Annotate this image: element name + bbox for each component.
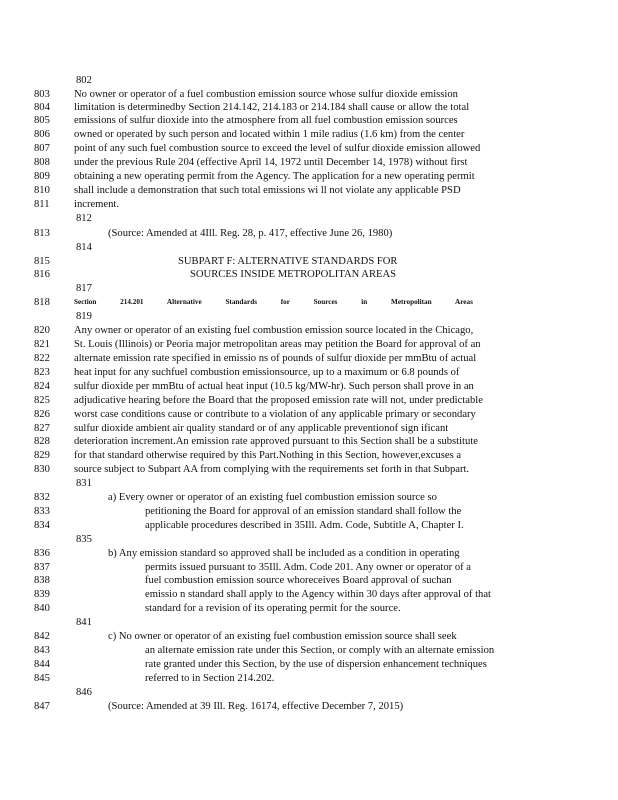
line-number: 843 xyxy=(34,645,50,656)
line-number: 822 xyxy=(34,353,50,364)
line-number: 813 xyxy=(34,228,50,239)
interstitial-line-number: 812 xyxy=(76,213,92,224)
body-text-line: limitation is determinedby Section 214.142, 214.183 or 214.184 shall cause or allow the total xyxy=(74,102,470,113)
interstitial-line-number: 835 xyxy=(76,534,92,545)
line-number: 811 xyxy=(34,199,50,210)
interstitial-line-number: 831 xyxy=(76,478,92,489)
list-item-text: b) Any emission standard so approved shall be included as a condition in operating xyxy=(108,548,460,559)
list-item-text: applicable procedures described in 35Ill. Adm. Code, Subtitle A, Chapter I. xyxy=(145,520,464,531)
body-text-line: Any owner or operator of an existing fuel combustion emission source located in the Chicago, xyxy=(74,325,474,336)
list-item-text: an alternate emission rate under this Section, or comply with an alternate emission xyxy=(145,645,495,656)
line-number: 823 xyxy=(34,367,50,378)
subpart-heading: SUBPART F: ALTERNATIVE STANDARDS FOR xyxy=(178,256,398,267)
line-number: 827 xyxy=(34,423,50,434)
line-number: 836 xyxy=(34,548,50,559)
line-number: 806 xyxy=(34,129,50,140)
list-item-text: permits issued pursuant to 35Ill. Adm. Code 201. Any owner or operator of a xyxy=(145,562,472,573)
line-number: 842 xyxy=(34,631,50,642)
body-text-line: increment. xyxy=(74,199,120,210)
line-number: 828 xyxy=(34,436,50,447)
list-item-text: petitioning the Board for approval of an emission standard shall follow the xyxy=(145,506,462,517)
body-text-line: under the previous Rule 204 (effective April 14, 1972 until December 14, 1978) without first xyxy=(74,157,468,168)
line-number: 840 xyxy=(34,603,50,614)
body-text-line: for that standard otherwise required by this Part.Nothing in this Section, however,excuses a xyxy=(74,450,462,461)
line-number: 825 xyxy=(34,395,50,406)
list-item-text: c) No owner or operator of an existing fuel combustion emission source shall seek xyxy=(108,631,457,642)
line-number: 824 xyxy=(34,381,50,392)
subpart-heading: SOURCES INSIDE METROPOLITAN AREAS xyxy=(190,269,397,280)
body-text-line: obtaining a new operating permit from the Agency. The application for a new operating permit xyxy=(74,171,475,182)
interstitial-line-number: 814 xyxy=(76,242,92,253)
line-number: 815 xyxy=(34,256,50,267)
body-text-line: sulfur dioxide ambient air quality standard or of any applicable preventionof sign ificant xyxy=(74,423,449,434)
line-number: 810 xyxy=(34,185,50,196)
line-number: 845 xyxy=(34,673,50,684)
line-number: 832 xyxy=(34,492,50,503)
line-number: 818 xyxy=(34,297,50,308)
list-item-text: standard for a revision of its operating permit for the source. xyxy=(145,603,401,614)
line-number: 834 xyxy=(34,520,50,531)
body-text-line: heat input for any suchfuel combustion emissionsource, up to a maximum or 6.8 pounds of xyxy=(74,367,460,378)
body-text-line: worst case conditions cause or contribute to a violation of any applicable primary or secondary xyxy=(74,409,476,420)
list-item-text: fuel combustion emission source whoreceives Board approval of suchan xyxy=(145,575,452,586)
body-text-line: St. Louis (Illinois) or Peoria major metropolitan areas may petition the Board for approval of an xyxy=(74,339,481,350)
body-text-line: adjudicative hearing before the Board that the proposed emission rate will not, under predictable xyxy=(74,395,483,406)
body-text-line: alternate emission rate specified in emissio ns of pounds of sulfur dioxide per mmBtu of actual xyxy=(74,353,477,364)
line-number: 816 xyxy=(34,269,50,280)
interstitial-line-number: 817 xyxy=(76,283,92,294)
line-number: 803 xyxy=(34,89,50,100)
line-number: 829 xyxy=(34,450,50,461)
line-number: 808 xyxy=(34,157,50,168)
list-item-text: referred to in Section 214.202. xyxy=(145,673,275,684)
body-text-line: deterioration increment.An emission rate approved pursuant to this Section shall be a substitute xyxy=(74,436,478,447)
line-number: 838 xyxy=(34,575,50,586)
line-number: 837 xyxy=(34,562,50,573)
line-number: 833 xyxy=(34,506,50,517)
source-note: (Source: Amended at 39 Ill. Reg. 16174, effective December 7, 2015) xyxy=(108,701,404,712)
line-number: 809 xyxy=(34,171,50,182)
line-number: 807 xyxy=(34,143,50,154)
body-text-line: shall include a demonstration that such total emissions wi ll not violate any applicable PSD xyxy=(74,185,461,196)
line-number: 821 xyxy=(34,339,50,350)
interstitial-line-number: 841 xyxy=(76,617,92,628)
body-text-line: sulfur dioxide per mmBtu of actual heat input (10.5 kg/MW-hr). Such person shall prove in an xyxy=(74,381,474,392)
body-text-line: owned or operated by such person and located within 1 mile radius (1.6 km) from the center xyxy=(74,129,465,140)
line-number: 844 xyxy=(34,659,50,670)
section-heading: Section 214.201 Alternative Standards for Sources in Metropolitan Areas xyxy=(74,298,473,306)
list-item-text: rate granted under this Section, by the use of dispersion enhancement techniques xyxy=(145,659,487,670)
line-number: 805 xyxy=(34,115,50,126)
line-number: 804 xyxy=(34,102,50,113)
interstitial-line-number: 846 xyxy=(76,687,92,698)
source-note: (Source: Amended at 4Ill. Reg. 28, p. 417, effective June 26, 1980) xyxy=(108,228,393,239)
body-text-line: emissions of sulfur dioxide into the atmosphere from all fuel combustion emission sources xyxy=(74,115,458,126)
line-number: 830 xyxy=(34,464,50,475)
body-text-line: source subject to Subpart AA from complying with the requirements set forth in that Subpart. xyxy=(74,464,470,475)
line-number: 820 xyxy=(34,325,50,336)
interstitial-line-number: 802 xyxy=(76,75,92,86)
list-item-text: emissio n standard shall apply to the Agency within 30 days after approval of that xyxy=(145,589,491,600)
line-number: 847 xyxy=(34,701,50,712)
line-number: 839 xyxy=(34,589,50,600)
list-item-text: a) Every owner or operator of an existing fuel combustion emission source so xyxy=(108,492,437,503)
line-number: 826 xyxy=(34,409,50,420)
body-text-line: point of any such fuel combustion source to exceed the level of sulfur dioxide emission allowed xyxy=(74,143,481,154)
body-text-line: No owner or operator of a fuel combustion emission source whose sulfur dioxide emission xyxy=(74,89,458,100)
interstitial-line-number: 819 xyxy=(76,311,92,322)
